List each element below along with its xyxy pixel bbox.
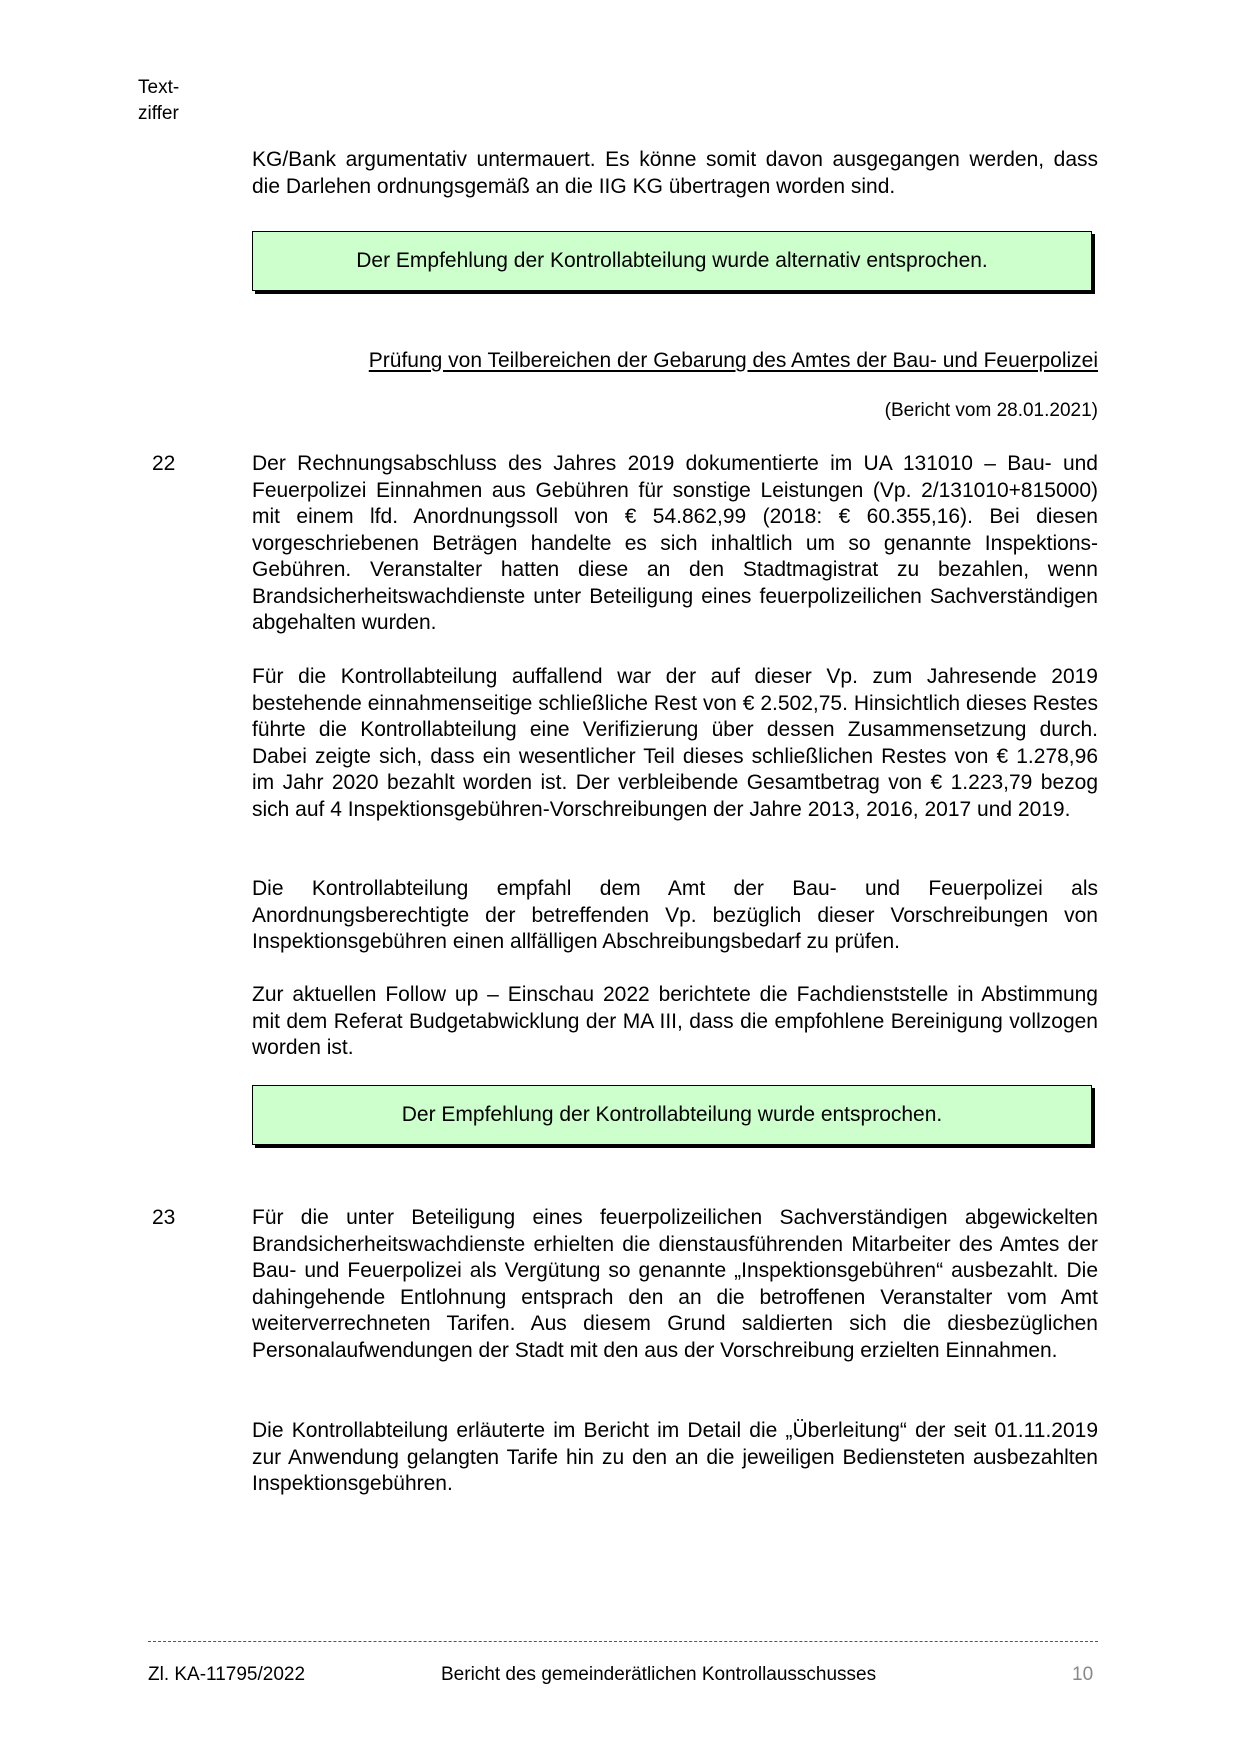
item22-paragraph-2: Für die Kontrollabteilung auffallend war der auf dieser Vp. zum Jahresende 2019 bestehende einnahmenseitige schließliche Rest von € 2.502,75. Hinsichtlich dieses Restes führte die Kontrollabteilung eine Verifizierung über dessen Zusammensetzung durch. Dabei zeigte sich, dass ein wesentlicher Teil dieses schließlichen Restes von € 1.278,96 im Jahr 2020 bezahlt worden ist. Der verbleibende Gesamtbetrag von € 1.223,79 bezog sich auf 4 Inspektionsgebühren-Vorschreibungen der Jahre 2013, 2016, 2017 und 2019.: [252, 665, 1098, 821]
report-date: (Bericht vom 28.01.2021): [884, 400, 1098, 421]
intro-paragraph: KG/Bank argumentativ untermauert. Es könne somit davon ausgegangen werden, dass die Darlehen ordnungsgemäß an die IIG KG übertragen worden sind.: [252, 148, 1098, 198]
section-heading: Prüfung von Teilbereichen der Gebarung des Amtes der Bau- und Feuerpolizei: [368, 349, 1098, 372]
item-number-22: 22: [152, 452, 176, 475]
result-box-text: Der Empfehlung der Kontrollabteilung wurde alternativ entsprochen.: [356, 249, 988, 272]
item22-paragraph-4: Zur aktuellen Follow up – Einschau 2022 berichtete die Fachdienststelle in Abstimmung mit dem Referat Budgetabwicklung der MA III, dass die empfohlene Bereinigung vollzogen worden ist.: [252, 983, 1098, 1059]
page-number: 10: [1072, 1664, 1094, 1685]
item22-paragraph-3: Die Kontrollabteilung empfahl dem Amt der Bau- und Feuerpolizei als Anordnungsberechtigte der betreffenden Vp. bezüglich dieser Vorschreibungen von Inspektionsgebühren einen allfälligen Abschreibungsbedarf zu prüfen.: [252, 877, 1098, 953]
footer-divider: [148, 1641, 1098, 1642]
item23-paragraph-2: Die Kontrollabteilung erläuterte im Bericht im Detail die „Überleitung“ der seit 01.11.2019 zur Anwendung gelangten Tarife hin zu den an die jeweiligen Bediensteten ausbezahlten Inspektionsgebühren.: [252, 1419, 1098, 1495]
result-box-fulfilled: [252, 1085, 1092, 1145]
margin-label-line2: ziffer: [138, 103, 179, 124]
footer-title: Bericht des gemeinderätlichen Kontrollausschusses: [441, 1664, 877, 1685]
margin-label: [138, 75, 179, 127]
result-box-text: Der Empfehlung der Kontrollabteilung wurde entsprochen.: [401, 1103, 943, 1126]
footer-reference: Zl. KA-11795/2022: [148, 1664, 306, 1685]
item23-paragraph-1: Für die unter Beteiligung eines feuerpolizeilichen Sachverständigen abgewickelten Brandsicherheitswachdienste erhielten die dienstausführenden Mitarbeiter des Amtes der Bau- und Feuerpolizei als Vergütung so genannte „Inspektionsgebühren“ ausbezahlt. Die dahingehende Entlohnung entsprach den an die betroffenen Veranstalter vom Amt weiterverrechneten Tarifen. Aus diesem Grund saldierten sich die diesbezüglichen Personalaufwendungen der Stadt mit den aus der Vorschreibung erzielten Einnahmen.: [252, 1206, 1098, 1362]
item-number-23: 23: [152, 1206, 176, 1229]
item22-paragraph-1: Der Rechnungsabschluss des Jahres 2019 dokumentierte im UA 131010 – Bau- und Feuerpolizei Einnahmen aus Gebühren für sonstige Leistungen (Vp. 2/131010+815000) mit einem lfd. Anordnungssoll von € 54.862,99 (2018: € 60.355,16). Bei diesen vorgeschriebenen Beträgen handelte es sich inhaltlich um so genannte Inspektions-Gebühren. Veranstalter hatten diese an den Stadtmagistrat zu bezahlen, wenn Brandsicherheitswachdienste unter Beteiligung eines feuerpolizeilichen Sachverständigen abgehalten wurden.: [252, 452, 1098, 634]
result-box-alternative: [252, 231, 1092, 291]
margin-label-line1: Text-: [138, 77, 180, 98]
